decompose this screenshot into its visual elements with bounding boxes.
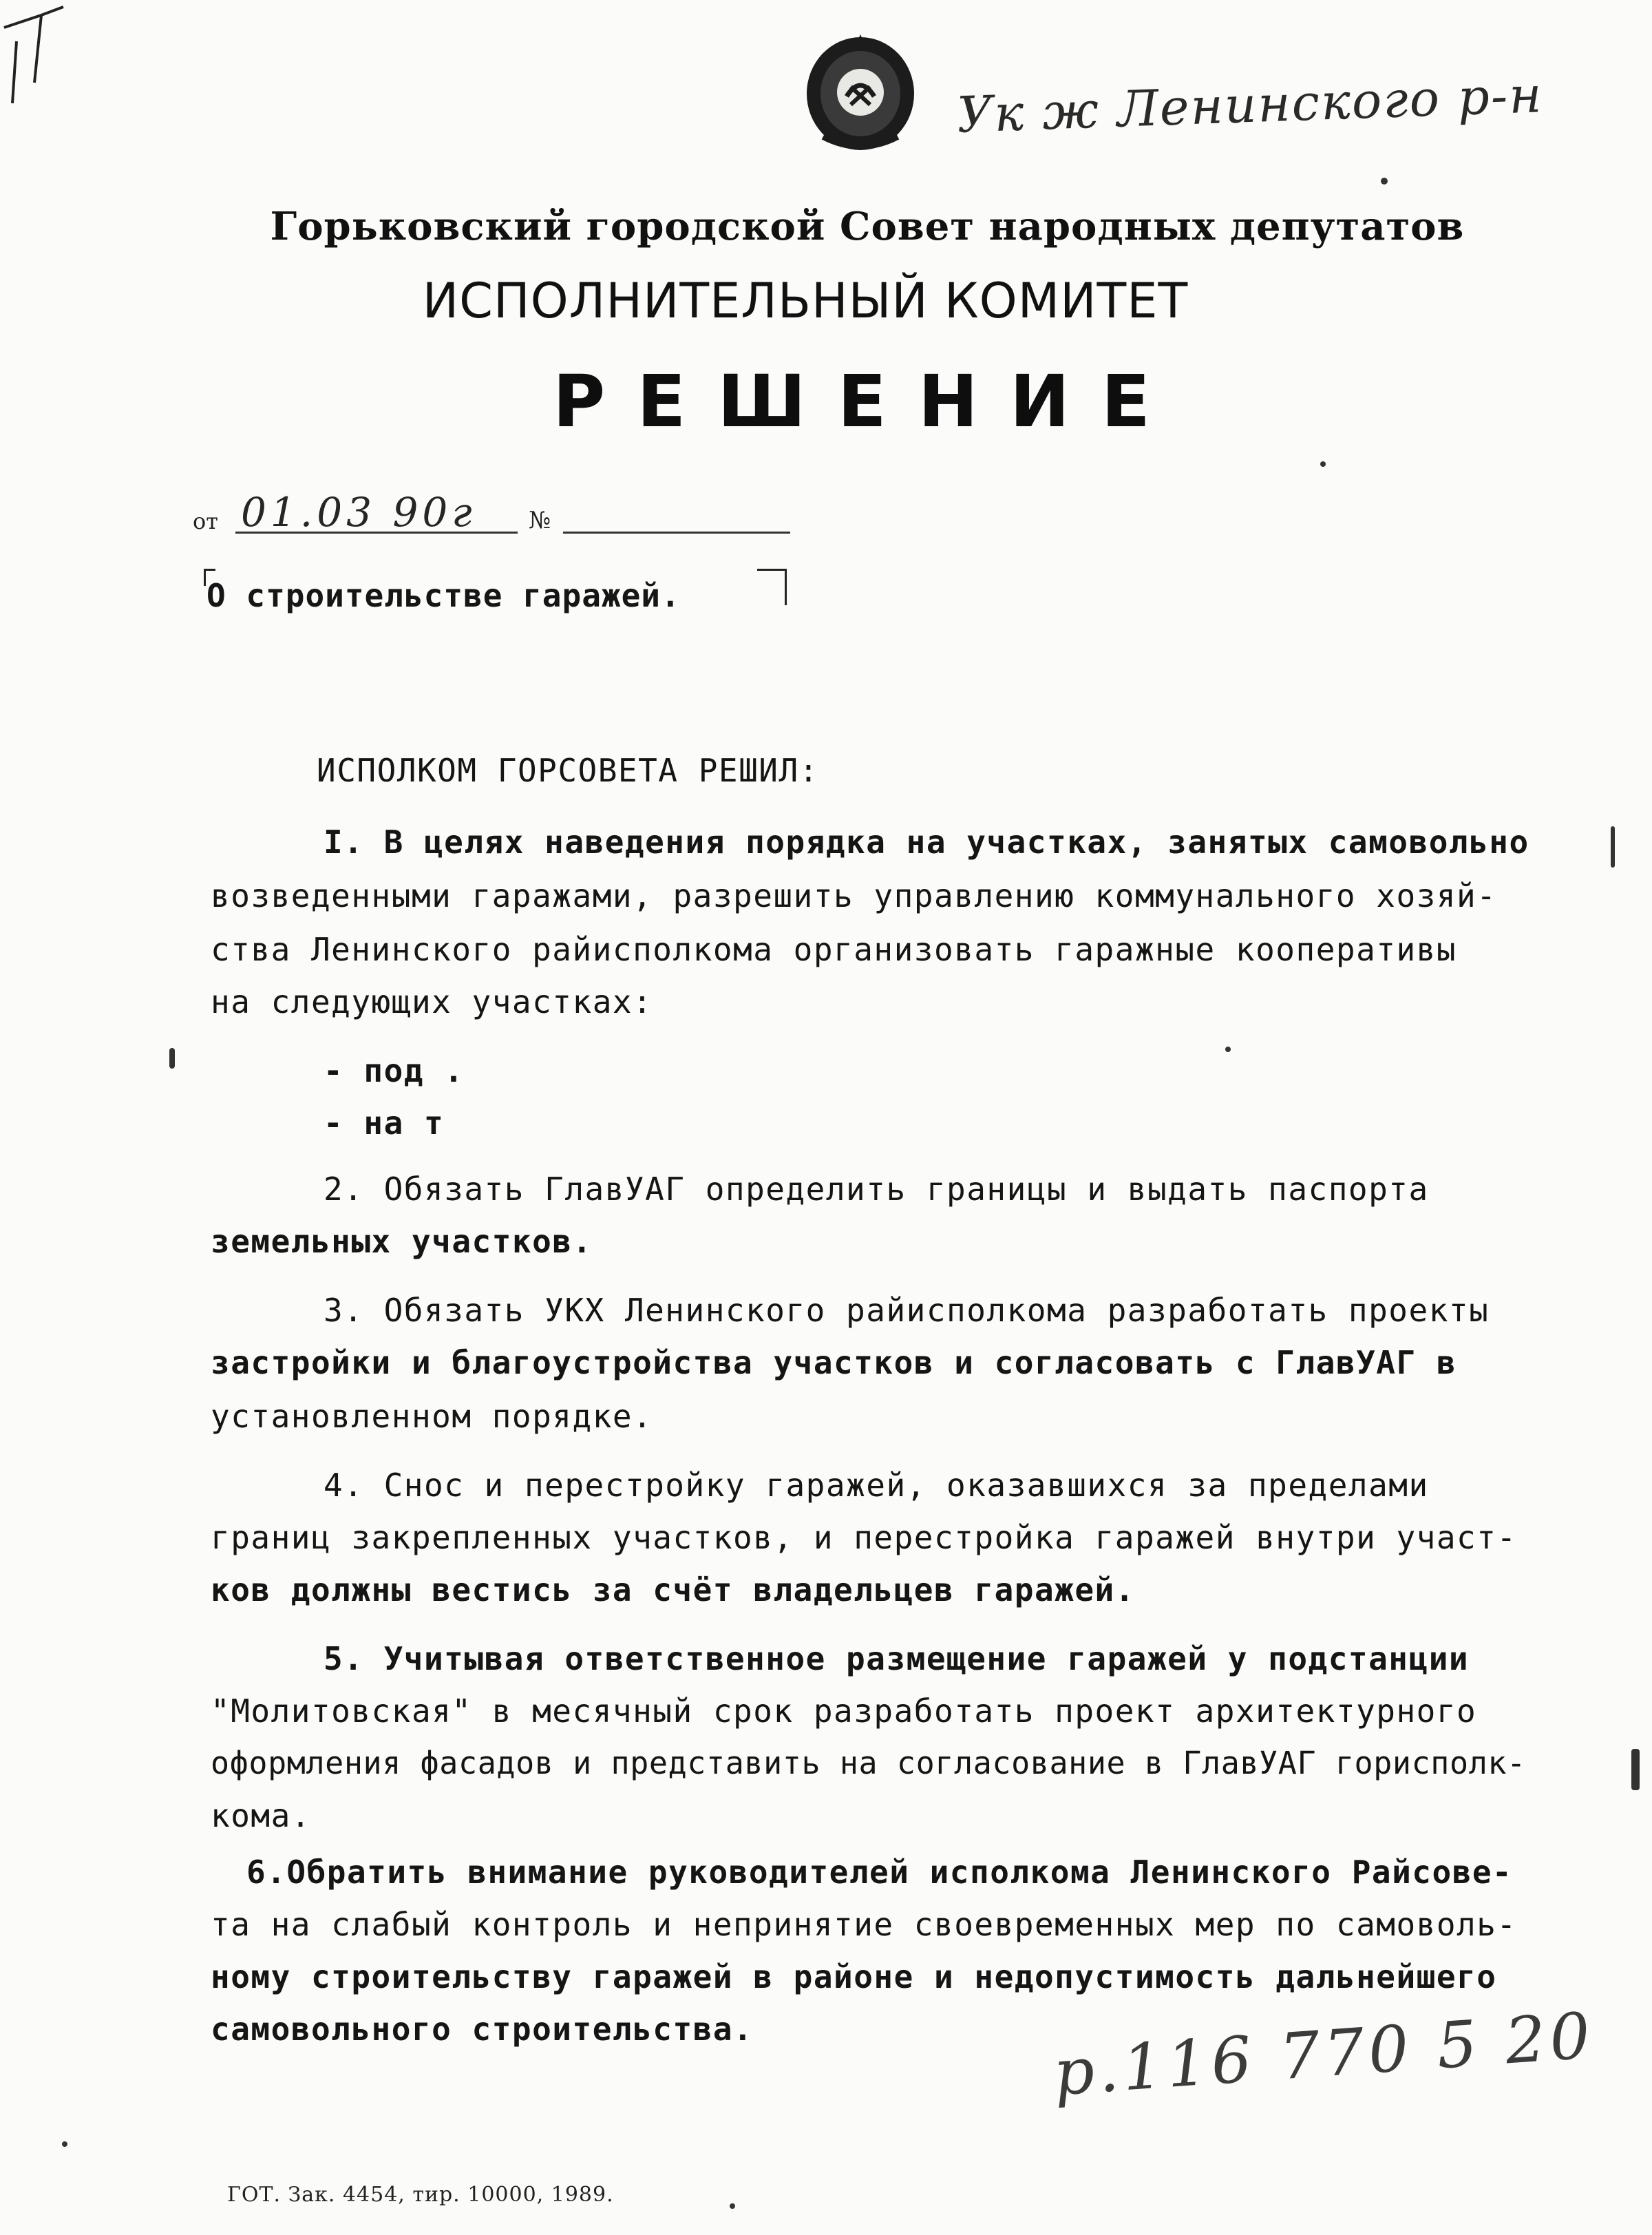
print-info: ГОТ. Зак. 4454, тир. 10000, 1989. bbox=[227, 2183, 614, 2207]
decree-heading: ИСПОЛКОМ ГОРСОВЕТА РЕШИЛ: bbox=[317, 752, 819, 789]
council-title: Горьковский городской Совет народных депутатов bbox=[270, 204, 1465, 249]
number-label: № bbox=[529, 507, 551, 534]
date-underline bbox=[235, 532, 518, 534]
document-type-heading: РЕШЕНИЕ bbox=[553, 359, 1182, 443]
handwritten-stamp-number: р.116 770 5 20 bbox=[1051, 1998, 1597, 2110]
p6-line: 6.Обратить внимание руководителей исполкома Ленинского Райсове- bbox=[246, 1854, 1513, 1891]
list-item: - на т bbox=[324, 1104, 445, 1142]
p1-line: ства Ленинского райисполкома организовать гаражные кооперативы bbox=[211, 931, 1457, 968]
scan-speck bbox=[1631, 1749, 1640, 1790]
p1-line: возведенными гаражами, разрешить управлению коммунального хозяй- bbox=[211, 877, 1497, 914]
p4-line: 4. Снос и перестройку гаражей, оказавшихся за пределами bbox=[324, 1467, 1429, 1504]
scan-speck bbox=[1320, 461, 1326, 467]
number-underline bbox=[563, 532, 790, 534]
scan-speck bbox=[1611, 826, 1615, 868]
p6-line: та на слабый контроль и непринятие своевременных мер по самоволь- bbox=[211, 1906, 1517, 1943]
p3-line: застройки и благоустройства участков и согласовать с ГлавУАГ в bbox=[211, 1344, 1457, 1381]
scan-speck bbox=[1381, 178, 1388, 185]
p3-line: установленном порядке. bbox=[211, 1398, 653, 1435]
p5-line: "Молитовская" в месячный срок разработать проект архитектурного bbox=[211, 1692, 1477, 1730]
subject-bracket-right bbox=[757, 569, 787, 605]
scan-speck bbox=[730, 2203, 735, 2209]
handwritten-note: Ук ж Ленинского р-н bbox=[955, 65, 1544, 144]
p5-line: 5. Учитывая ответственное размещение гаражей у подстанции bbox=[324, 1640, 1470, 1677]
subject-line: О строительстве гаражей. bbox=[206, 577, 681, 614]
scan-speck bbox=[169, 1048, 175, 1069]
p4-line: границ закрепленных участков, и перестройка гаражей внутри участ- bbox=[211, 1519, 1517, 1556]
list-item: - под . bbox=[324, 1052, 465, 1089]
soviet-emblem-icon bbox=[803, 33, 918, 156]
date-number-row bbox=[193, 489, 798, 537]
p6-line: самовольного строительства. bbox=[211, 2011, 754, 2048]
p1-line: на следующих участках: bbox=[211, 983, 653, 1020]
p5-line: оформления фасадов и представить на согласование в ГлавУАГ горисполк- bbox=[211, 1745, 1526, 1781]
p3-line: 3. Обязать УКХ Ленинского райисполкома разработать проекты bbox=[324, 1292, 1490, 1329]
p6-line: ному строительству гаражей в районе и недопустимость дальнейшего bbox=[211, 1958, 1497, 1995]
corner-scribble-icon bbox=[0, 0, 89, 117]
scan-speck bbox=[1225, 1047, 1231, 1052]
p2-line: земельных участков. bbox=[211, 1223, 593, 1260]
p5-line: кома. bbox=[211, 1797, 311, 1834]
scan-speck bbox=[62, 2141, 67, 2147]
date-prefix: от bbox=[193, 508, 218, 534]
date-value: 01.03 90г bbox=[241, 489, 476, 536]
p4-line: ков должны вестись за счёт владельцев гаражей. bbox=[211, 1571, 1135, 1608]
committee-title: ИСПОЛНИТЕЛЬНЫЙ КОМИТЕТ bbox=[422, 273, 1189, 329]
p2-line: 2. Обязать ГлавУАГ определить границы и выдать паспорта bbox=[324, 1171, 1429, 1208]
p1-line: I. В целях наведения порядка на участках, занятых самовольно bbox=[324, 823, 1529, 861]
